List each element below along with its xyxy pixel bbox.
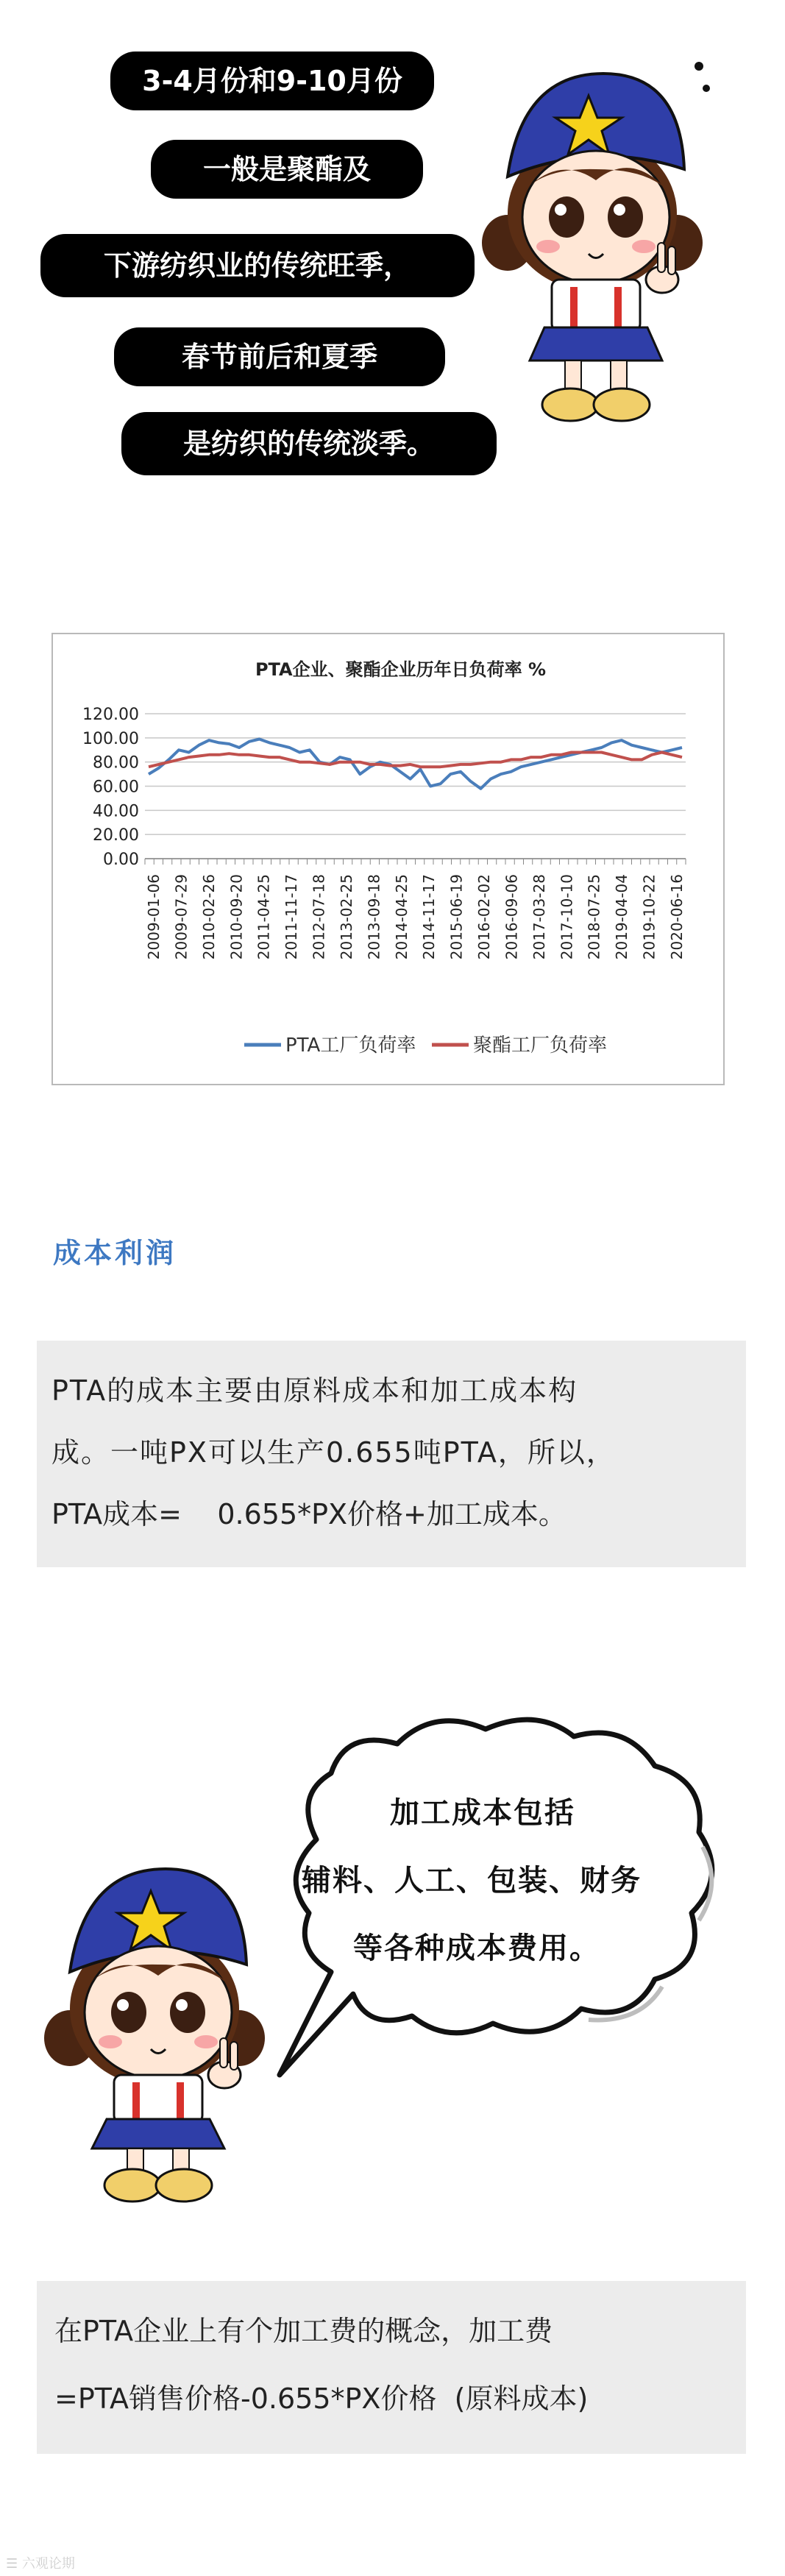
y-tick-label: 20.00	[93, 826, 139, 845]
speech-line-5: 是纺织的传统淡季。	[182, 427, 435, 460]
legend-label-0: PTA工厂负荷率	[285, 1035, 416, 1057]
x-tick-label: 2013-02-25	[337, 874, 355, 960]
x-tick-label: 2018-07-25	[585, 874, 603, 960]
x-tick-label: 2012-07-18	[310, 874, 328, 960]
y-tick-label: 0.00	[103, 851, 139, 869]
x-tick-label: 2017-03-28	[530, 874, 548, 960]
speech-line-4: 春节前后和夏季	[181, 341, 377, 373]
cloud-line-1: 加工成本包括	[390, 1796, 575, 1830]
x-tick-label: 2017-10-10	[558, 874, 576, 960]
x-tick-label: 2010-02-26	[199, 874, 218, 960]
x-tick-label: 2020-06-16	[668, 874, 686, 960]
x-tick-label: 2019-10-22	[640, 874, 658, 960]
speech-pill-1	[110, 52, 434, 110]
y-tick-label: 80.00	[93, 753, 139, 773]
cloud-line-2: 辅料、人工、包装、财务	[302, 1864, 642, 1898]
fee-line-2: =PTA销售价格-0.655*PX价格 (原料成本)	[54, 2382, 589, 2415]
y-tick-label: 40.00	[93, 802, 139, 821]
fee-text-box	[37, 2281, 746, 2454]
section-title: 成本利润	[53, 1237, 177, 1269]
y-tick-label: 120.00	[82, 706, 139, 724]
speech-line-2: 一般是聚酯及	[202, 153, 371, 185]
x-tick-label: 2009-07-29	[172, 874, 191, 960]
x-tick-label: 2013-09-18	[365, 874, 383, 960]
chart-svg	[53, 634, 725, 1085]
series-line-1	[149, 753, 682, 767]
speech-line-1: 3-4月份和9-10月份	[142, 65, 402, 97]
x-tick-label: 2014-11-17	[420, 874, 438, 960]
x-tick-label: 2009-01-06	[145, 874, 163, 960]
cost-text-box	[37, 1341, 746, 1567]
watermark: ☰ 六观论期	[6, 2556, 75, 2572]
cartoon-girl-top	[478, 44, 714, 427]
legend-label-1: 聚酯工厂负荷率	[473, 1035, 608, 1057]
cartoon-girl-bottom	[40, 1854, 276, 2207]
cloud-line-3: 等各种成本费用。	[353, 1931, 600, 1965]
speech-pill-3	[40, 234, 475, 297]
x-tick-label: 2014-04-25	[392, 874, 411, 960]
x-tick-label: 2019-04-04	[613, 874, 631, 960]
x-tick-label: 2015-06-19	[447, 874, 466, 960]
y-tick-label: 100.00	[82, 729, 139, 748]
cost-line-3: PTA成本= 0.655*PX价格+加工成本。	[51, 1498, 566, 1530]
x-tick-label: 2011-11-17	[283, 874, 301, 960]
cost-line-2: 成。一吨PX可以生产0.655吨PTA，所以，	[51, 1436, 616, 1469]
cost-line-1: PTA的成本主要由原料成本和加工成本构	[51, 1374, 578, 1407]
chart-title: PTA企业、聚酯企业历年日负荷率 %	[255, 659, 547, 680]
speech-pill-5	[121, 412, 497, 475]
speech-line-3: 下游纺织业的传统旺季，	[103, 249, 411, 282]
series-line-0	[149, 739, 682, 789]
fee-line-1: 在PTA企业上有个加工费的概念，加工费	[54, 2315, 553, 2347]
speech-pill-4	[114, 327, 445, 386]
x-tick-label: 2016-09-06	[502, 874, 521, 960]
x-tick-label: 2010-09-20	[227, 874, 246, 960]
speech-pill-2	[151, 140, 423, 199]
sparkle-icon	[695, 62, 710, 92]
x-tick-label: 2016-02-02	[475, 874, 494, 960]
y-tick-label: 60.00	[93, 778, 139, 797]
load-rate-chart	[51, 633, 725, 1085]
x-tick-label: 2011-04-25	[255, 874, 273, 960]
